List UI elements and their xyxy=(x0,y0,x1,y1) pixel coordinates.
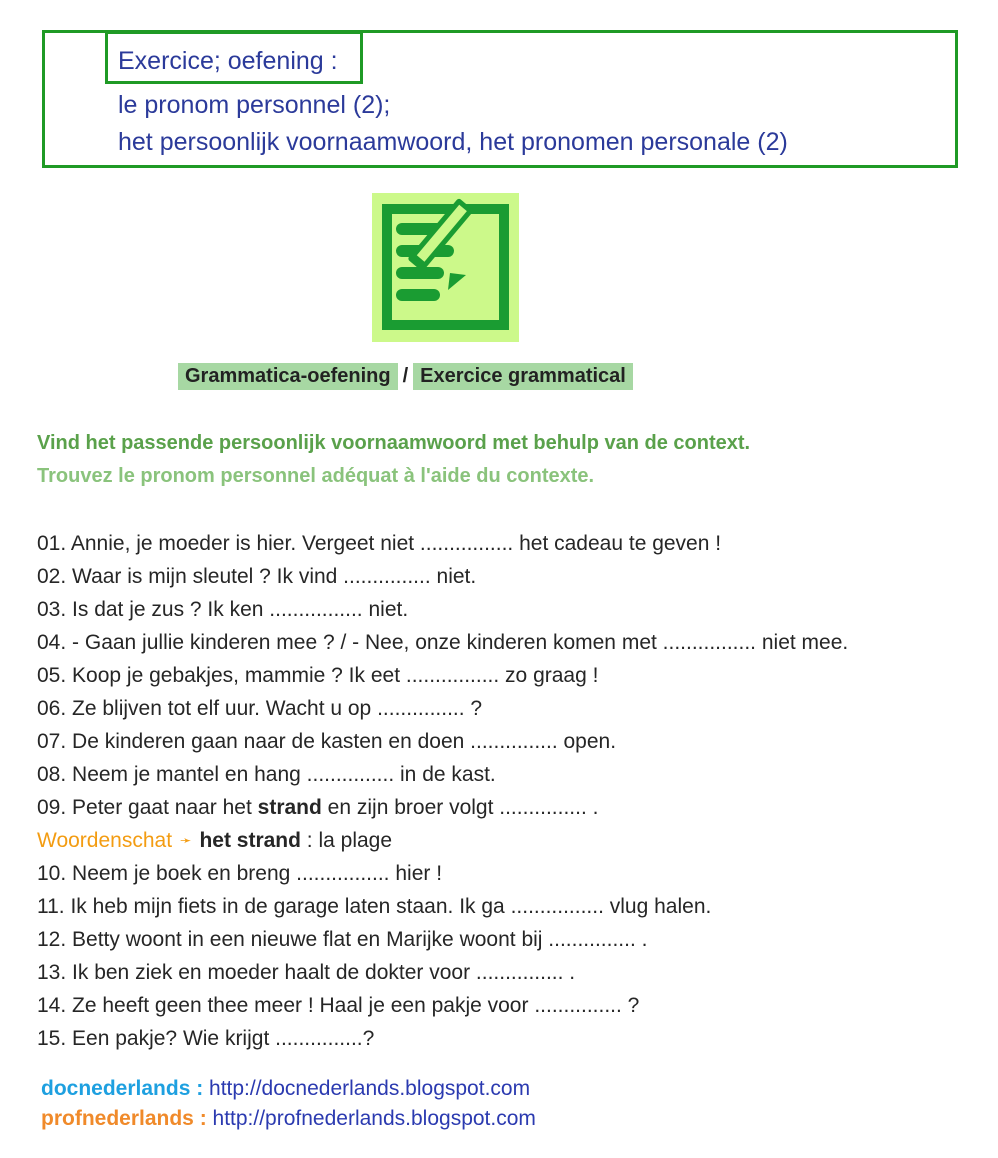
profnederlands-link-line xyxy=(41,1106,536,1136)
exercise-item: 03. Is dat je zus ? Ik ken ................ niet. xyxy=(37,598,409,621)
docnederlands-link-line xyxy=(41,1076,536,1106)
exercise-09-bold-word: strand xyxy=(257,796,322,819)
exercise-notepad-pencil-icon xyxy=(372,193,519,342)
exercise-item: 02. Waar is mijn sleutel ? Ik vind ............... niet. xyxy=(37,565,477,588)
exercise-item: 14. Ze heeft geen thee meer ! Haal je een pakje voor ............... ? xyxy=(37,994,640,1017)
exercise-item: 15. Een pakje? Wie krijgt ...............? xyxy=(37,1027,375,1050)
profnederlands-url-link[interactable]: http://profnederlands.blogspot.com xyxy=(212,1107,536,1130)
exercise-item xyxy=(37,794,848,827)
docnederlands-url-link[interactable]: http://docnederlands.blogspot.com xyxy=(209,1077,531,1100)
tag-exercice-grammatical: Exercice grammatical xyxy=(413,363,633,390)
instruction-fr: Trouvez le pronom personnel adéquat à l'aide du contexte. xyxy=(37,465,595,487)
page-title: Exercice; oefening : xyxy=(118,47,338,75)
vocab-label: Woordenschat xyxy=(37,829,173,852)
exercise-list xyxy=(37,530,848,1058)
exercise-item: 04. - Gaan jullie kinderen mee ? / - Nee, onze kinderen komen met ................ niet mee. xyxy=(37,631,849,654)
exercise-item: 12. Betty woont in een nieuwe flat en Marijke woont bij ............... . xyxy=(37,928,648,951)
vocab-definition: : la plage xyxy=(300,829,393,852)
exercise-09-end: en zijn broer volgt ............... . xyxy=(321,796,599,819)
exercise-item: 07. De kinderen gaan naar de kasten en doen ............... open. xyxy=(37,730,617,753)
exercise-item: 10. Neem je boek en breng ................ hier ! xyxy=(37,862,443,885)
profnederlands-label: profnederlands : xyxy=(41,1107,213,1130)
exercise-item: 01. Annie, je moeder is hier. Vergeet niet ................ het cadeau te geven ! xyxy=(37,532,722,555)
header-line-fr: le pronom personnel (2); xyxy=(118,91,391,119)
docnederlands-label: docnederlands : xyxy=(41,1077,210,1100)
arrow-right-icon: ➛ xyxy=(179,832,192,848)
tag-separator: / xyxy=(402,365,409,387)
exercise-item: 05. Koop je gebakjes, mammie ? Ik eet ................ zo graag ! xyxy=(37,664,599,687)
grammar-tags xyxy=(178,365,633,388)
tag-grammatica-oefening: Grammatica-oefening xyxy=(178,363,398,390)
exercise-item: 08. Neem je mantel en hang ............... in de kast. xyxy=(37,763,496,786)
exercise-item: 11. Ik heb mijn fiets in de garage laten staan. Ik ga ................ vlug halen. xyxy=(37,895,712,918)
blog-links xyxy=(41,1076,536,1136)
vocab-term: het strand xyxy=(199,829,301,852)
exercise-09-start: 09. Peter gaat naar het xyxy=(37,796,258,819)
exercise-item: 06. Ze blijven tot elf uur. Wacht u op ............... ? xyxy=(37,697,483,720)
vocab-line xyxy=(37,827,848,860)
instruction-nl: Vind het passende persoonlijk voornaamwoord met behulp van de context. xyxy=(37,432,751,454)
exercise-item: 13. Ik ben ziek en moeder haalt de dokter voor ............... . xyxy=(37,961,576,984)
header-line-nl: het persoonlijk voornaamwoord, het pronomen personale (2) xyxy=(118,128,788,156)
